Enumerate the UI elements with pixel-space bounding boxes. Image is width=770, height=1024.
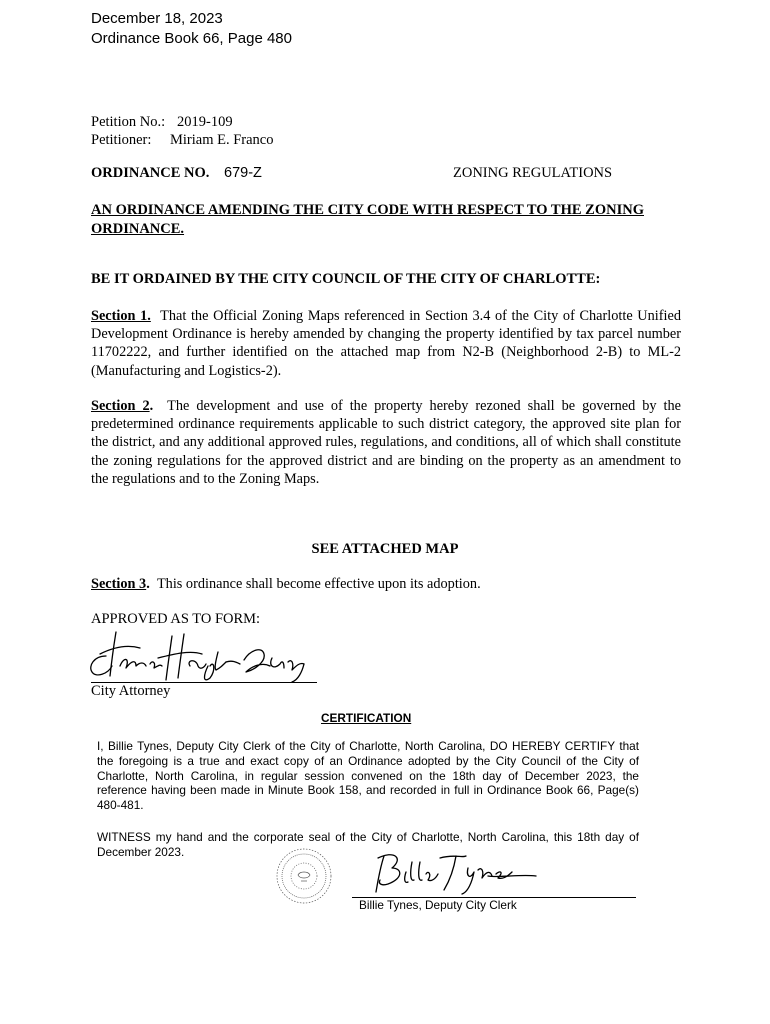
approved-as-to-form-label: APPROVED AS TO FORM: <box>91 611 261 627</box>
section-3: Section 3. This ordinance shall become effective upon its adoption. <box>91 576 481 592</box>
section-1 <box>91 307 681 380</box>
ordinance-number-label: ORDINANCE NO. <box>91 165 210 181</box>
ordinance-category: ZONING REGULATIONS <box>453 165 613 181</box>
section-2: Section 2. The development and use of the property hereby rezoned shall be governed by the predetermined ordinance requirements applicable to such district category, the approved site plan for the district, and any additional approved rules, regulations, and conditions, all of which shall constitute the zoning regulations for the approved district and are binding on the property as an amendment to the regulations and to the Zoning Maps. <box>91 398 681 487</box>
ordinance-number: 679-Z <box>224 165 262 181</box>
city-attorney-signature <box>86 626 318 684</box>
deputy-clerk-signature <box>370 848 542 896</box>
petition-number-label: Petition No.: <box>91 114 166 130</box>
section-2-heading: Section 2 <box>91 398 150 414</box>
deputy-clerk-name-title: Billie Tynes, Deputy City Clerk <box>359 898 517 912</box>
see-attached-map: SEE ATTACHED MAP <box>311 541 459 557</box>
city-attorney-title: City Attorney <box>91 683 171 699</box>
section-1-text: That the Official Zoning Maps referenced in Section 3.4 of the City of Charlotte Unified Development Ordinance is hereby amended by changing the property identified by tax parcel number 11702222, and further identified on the attached map from N2-B (Neighborhood 2-B) to ML-2 (Manufacturing and Logistics-2). <box>91 308 681 379</box>
ordinance-book-reference: Ordinance Book 66, Page 480 <box>91 30 292 47</box>
document-date: December 18, 2023 <box>91 10 223 27</box>
certification-body: I, Billie Tynes, Deputy City Clerk of the City of Charlotte, North Carolina, DO HEREBY CERTIFY that the foregoing is a true and exact copy of an Ordinance adopted by the City Council of the City of Charlotte, North Carolina, in regular session convened on the 18th day of December 2023, the reference having been made in Minute Book 158, and recorded in full in Ordinance Book 66, Page(s) 480-481. <box>97 739 639 813</box>
ordained-statement: BE IT ORDAINED BY THE CITY COUNCIL OF THE CITY OF CHARLOTTE: <box>91 271 601 287</box>
section-3-heading: Section 3 <box>91 576 147 592</box>
section-3-text: This ordinance shall become effective upon its adoption. <box>156 576 481 592</box>
certification-heading: CERTIFICATION <box>321 711 412 725</box>
witness-statement: WITNESS my hand and the corporate seal of the City of Charlotte, North Carolina, this 18th day of December 2023. <box>97 830 639 859</box>
section-1-heading: Section 1. <box>91 308 151 324</box>
section-2-text: The development and use of the property hereby rezoned shall be governed by the predetermined ordinance requirements applicable to such district category, the approved site plan for the district, and any additional approved rules, regulations, and conditions, all of which shall constitute the zoning regulations for the approved district and are binding on the property as an amendment to the regulations and to the Zoning Maps. <box>91 398 681 487</box>
petitioner-name: Miriam E. Franco <box>170 132 274 148</box>
petition-number: 2019-109 <box>177 114 233 130</box>
petitioner-label: Petitioner: <box>91 132 152 148</box>
ordinance-title: AN ORDINANCE AMENDING THE CITY CODE WITH RESPECT TO THE ZONING ORDINANCE. <box>91 202 644 237</box>
city-seal-icon <box>274 847 334 905</box>
